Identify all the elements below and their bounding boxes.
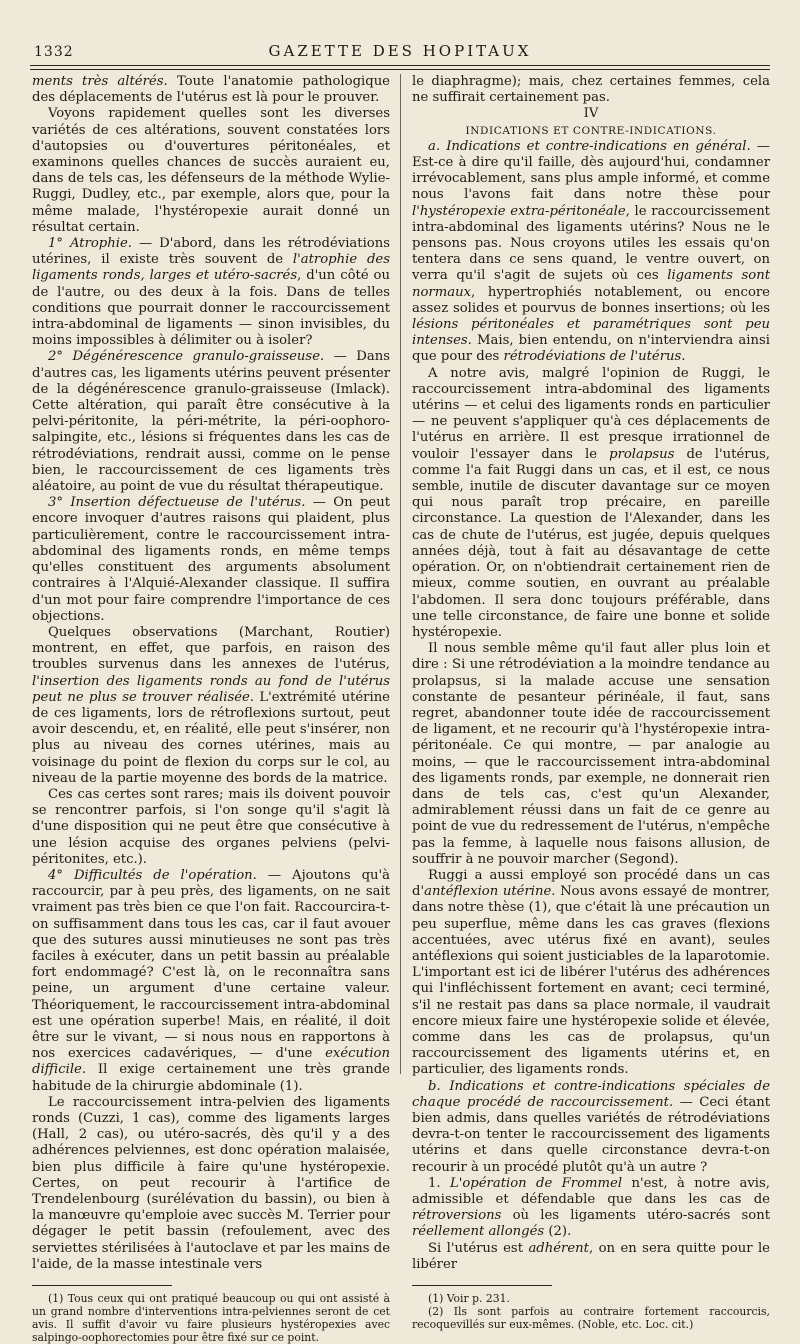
text: A notre avis, malgré l'opinion de Ruggi, le raccourcissement intra-abdominal des ligaments utérins — et celui des ligaments ronds en particulier — ne peuvent s'appliquer qu'à ces déplacements de l'utérus en arrière. Il est presque irrationnel de vouloir l'essayer dans le	[412, 365, 770, 462]
paragraph	[412, 139, 770, 366]
text: . Mais, bien entendu, on n'interviendra ainsi que pour des	[412, 333, 770, 365]
paragraph: Il nous semble même qu'il faut aller plus loin et dire : Si une rétrodéviation a la moindre tendance au prolapsus, si la malade accuse une sensation constante de pesanteur périnéale, il faut, sans regret, abandonner toute idée de raccourcissement de ligament, et ne recourir qu'à l'hystéropexie intra-péritonéale. Ce qui montre, — par analogie au moins, — que le raccourcissement intra-abdominal des ligaments ronds, par exemple, ne donnerait rien dans de tels cas, c'est qu'un Alexander, admirablement réussi dans un fait de ce genre au point de vue du redressement de l'utérus, n'empêche pas la femme, à laquelle nous faisons allusion, de souffrir à ne pouvoir marcher (Segond).	[412, 641, 770, 867]
paragraph: Ces cas certes sont rares; mais ils doivent pouvoir se rencontrer parfois, si l'on songe qu'il s'agit là d'une disposition qui ne peut être que consécutive à une lésion acquise des organes pelviens (pelvi-péritonites, etc.).	[32, 786, 390, 867]
paragraph	[412, 868, 770, 1079]
paragraph: Le raccourcissement intra-pelvien des ligaments ronds (Cuzzi, 1 cas), comme des ligaments larges (Hall, 2 cas), ou utéro-sacrés, dès qu'il y a des adhérences pelviennes, est donc opération malaisée, bien plus difficile à faire qu'une hystéropexie. Certes, on peut recourir à l'artifice de Trendelenbourg (surélévation du bassin), ou bien à la manœuvre qu'emploie avec succès M. Terrier pour dégager le petit bassin (refoulement, avec des serviettes stérilisées à l'autoclave et par les mains de l'aide, de la masse intestinale vers	[32, 1094, 390, 1272]
subheading: 4° Difficultés de l'opération.	[48, 867, 257, 883]
italic-text: adhérent	[528, 1240, 589, 1256]
text: .	[681, 349, 686, 365]
paragraph	[32, 236, 390, 349]
italic-text: prolapsus	[609, 446, 675, 462]
text: . Nous avons essayé de montrer, dans notre thèse (1), que c'était là une précaution un peu superflue, même dans les cas graves (flexions accentuées, avec utérus fixé en avant), seules antéflexions qui soient justiciables de la laparotomie. L'important est ici de libérer l'utérus des adhérences qui l'infléchissent fortement en avant; ceci terminé, s'il ne restait pas dans sa place normale, il vaudrait encore mieux faire une hystéropexie solide et élevée, comme dans les cas de prolapsus, qu'un raccourcissement des ligaments utérins et, en particulier, des ligaments ronds.	[412, 884, 770, 1078]
italic-lead: ments très altérés.	[32, 74, 168, 89]
italic-text: rétrodéviations de l'utérus	[503, 349, 682, 365]
footnote: (2) Ils sont parfois au contraire fortement raccourcis, recoquevillés sur eux-mêmes. (Noble, etc. Loc. cit.)	[412, 1305, 770, 1332]
text: (2).	[544, 1224, 572, 1240]
text: , d'un côté ou de l'autre, ou des deux à la fois. Dans de telles conditions que pourrait donner le raccourcissement intra-abdominal de ligaments — sinon invisibles, du moins impossibles à délimiter ou à isoler?	[32, 268, 390, 349]
subheading: 2° Dégénérescence granulo-graisseuse.	[48, 349, 325, 365]
paragraph	[412, 1241, 770, 1273]
text: — Est-ce à dire qu'il faille, dès aujourd'hui, condamner irrévocablement, sans plus ample informé, et comme nous l'avons fait dans notre thèse pour	[412, 138, 770, 203]
right-column	[412, 74, 770, 1331]
paragraph	[412, 366, 770, 641]
footnote: (1) Tous ceux qui ont pratiqué beaucoup ou qui ont assisté à un grand nombre d'interventions intra-pelviennes seront de cet avis. Il suffit d'avoir vu faire plusieurs hystéropexies avec salpingo-oophorectomies pour être fixé sur ce point.	[32, 1292, 390, 1344]
journal-title: GAZETTE DES HOPITAUX	[268, 42, 532, 60]
paragraph	[32, 868, 390, 1095]
text: n'est, à notre avis, admissible et défendable que dans les cas de	[412, 1175, 770, 1208]
text: 1.	[428, 1175, 450, 1191]
text: , hypertrophiés notablement, ou encore assez solides et pourvus de bonnes insertions; où les	[412, 284, 770, 316]
paragraph: le diaphragme); mais, chez certaines femmes, cela ne suffirait certainement pas.	[412, 74, 770, 106]
italic-text: l'insertion des ligaments ronds au fond de l'utérus peut ne plus se trouver réalisée	[32, 673, 390, 705]
text: — Dans d'autres cas, les ligaments utérins peuvent présenter de la dégénérescence granulo-graisseuse (Imlack). Cette altération, qui paraît être consécutive à la pelvi-péritonite, la péri-métrite, la péri-oophoro-salpingite, etc., lésions si fréquentes dans les cas de rétrodéviations, rendrait aussi, comme on le pense bien, le raccourcissement de ces ligaments très aléatoire, au point de vue du résultat thérapeutique.	[32, 349, 390, 495]
text: — D'abord, dans les rétrodéviations utérines, il existe très souvent de	[32, 236, 390, 268]
italic-text: antéflexion utérine	[424, 884, 552, 900]
paragraph	[412, 1176, 770, 1241]
text: Si l'utérus est	[428, 1240, 529, 1256]
italic-text: l'atrophie des ligaments ronds, larges et utéro-sacrés	[32, 252, 390, 284]
italic-text: L'opération de Frommel	[449, 1175, 623, 1191]
paragraph: Voyons rapidement quelles sont les diverses variétés de ces altérations, souvent constatées lors d'autopsies ou d'ouvertures péritonéales, et examinons quelles chances de succès auraient eu, dans de tels cas, les défenseurs de la méthode Wylie-Ruggi, Dudley, etc., par exemple, alors que, pour la même malade, l'hystéropexie aurait donné un résultat certain.	[32, 106, 390, 235]
footnote-rule	[32, 1285, 172, 1286]
text: , le raccourcissement intra-abdominal des ligaments utérins? Nous ne le pensons pas. Nous croyons utiles les essais qu'on tentera dans ce sens quand, le ventre ouvert, on verra qu'il s'agit de sujets où ces	[412, 203, 770, 284]
italic-text: rétroversions	[412, 1208, 502, 1224]
text: — Ceci étant bien admis, dans quelles variétés de rétrodéviations devra-t-on tenter le raccourcissement des ligaments utérins et dans quelle circonstance devra-t-on recourir à un procédé plutôt qu'à un autre ?	[412, 1094, 770, 1175]
text: Quelques observations (Marchant, Routier) montrent, en effet, que parfois, en raison des troubles survenus dans les annexes de l'utérus,	[32, 624, 390, 673]
paragraph	[32, 495, 390, 625]
subheading: a. Indications et contre-indications en général.	[428, 138, 751, 154]
footnote: (1) Voir p. 231.	[428, 1292, 510, 1306]
text: . Il exige certainement une très grande habitude de la chirurgie abdominale (1).	[32, 1062, 390, 1094]
section-number: IV	[583, 106, 599, 122]
text: où les ligaments utéro-sacrés sont	[501, 1208, 770, 1224]
paragraph	[32, 74, 390, 106]
text: . L'extrémité utérine de ces ligaments, lors de rétroflexions surtout, peut avoir descendu, et, en réalité, elle peut s'insérer, non plus au niveau des cornes utérines, mais au voisinage du point de flexion du corps sur le col, au niveau de la partie moyenne des bords de la matrice.	[32, 689, 390, 786]
text: — On peut encore invoquer d'autres raisons qui plaident, plus particulièrement, contre le raccourcissement intra-abdominal des ligaments ronds, en même temps qu'elles constituent des arguments absolument contraires à l'Alquié-Alexander classique. Il suffira d'un mot pour faire comprendre l'importance de ces objections.	[32, 495, 391, 624]
header-rule-bottom	[30, 69, 770, 70]
paragraph	[32, 349, 390, 495]
italic-text: exécution difficile	[32, 1046, 390, 1078]
italic-text: réellement allongés	[412, 1224, 545, 1240]
text: Toute l'anatomie pathologique des déplacements de l'utérus est là pour le prouver.	[32, 74, 390, 106]
text: Ruggi a aussi employé son procédé dans un cas d'	[412, 867, 770, 900]
subheading: 3° Insertion défectueuse de l'utérus.	[48, 495, 306, 511]
italic-text: lésions péritonéales et paramétriques sont peu intenses	[412, 317, 770, 349]
header-rule-top	[30, 65, 770, 66]
paragraph	[32, 625, 390, 787]
text: de l'utérus, comme l'a fait Ruggi dans un cas, et il est, ce nous semble, inutile de discuter davantage sur ce moyen qui nous paraît trop précaire, en pareille circonstance. La question de l'Alexander, dans les cas de chute de l'utérus, est jugée, depuis quelques années déjà, tout à fait au désavantage de cette opération. Or, on n'obtiendrait certainement rien de mieux, comme soutien, en ouvrant au préalable l'abdomen. Il sera donc toujours préférable, dans une telle circonstance, de faire une bonne et solide hystéropexie.	[412, 446, 770, 640]
column-divider	[400, 74, 401, 1074]
footnote-rule	[412, 1285, 552, 1286]
text: — Ajoutons qu'à raccourcir, par à peu près, des ligaments, on ne sait vraiment pas très bien ce que l'on fait. Raccourcira-t-on suffisamment dans tous les cas, car il faut avouer que des sutures aussi minutieuses ne sont pas très faciles à exécuter, dans un petit bassin au préalable fort endommagé? C'est là, on le reconnaîtra sans peine, un argument d'une certaine valeur. Théoriquement, le raccourcissement intra-abdominal est une opération superbe! Mais, en réalité, il doit être sur le vivant, — si nous nous en rapportons à nos exercices cadavériques, — d'une	[32, 867, 391, 1062]
text: , on en sera quitte pour le libérer	[412, 1240, 770, 1272]
italic-text: ligaments sont normaux	[412, 268, 770, 300]
page-number: 1332	[34, 44, 74, 60]
subheading: 1° Atrophie.	[48, 236, 132, 252]
left-column	[32, 74, 390, 1344]
italic-text: l'hystéropexie extra-péritonéale	[412, 203, 626, 219]
paragraph	[412, 1079, 770, 1176]
section-title: INDICATIONS ET CONTRE-INDICATIONS.	[465, 124, 717, 137]
subheading: b. Indications et contre-indications spéciales de chaque procédé de raccourcissement.	[412, 1078, 770, 1110]
